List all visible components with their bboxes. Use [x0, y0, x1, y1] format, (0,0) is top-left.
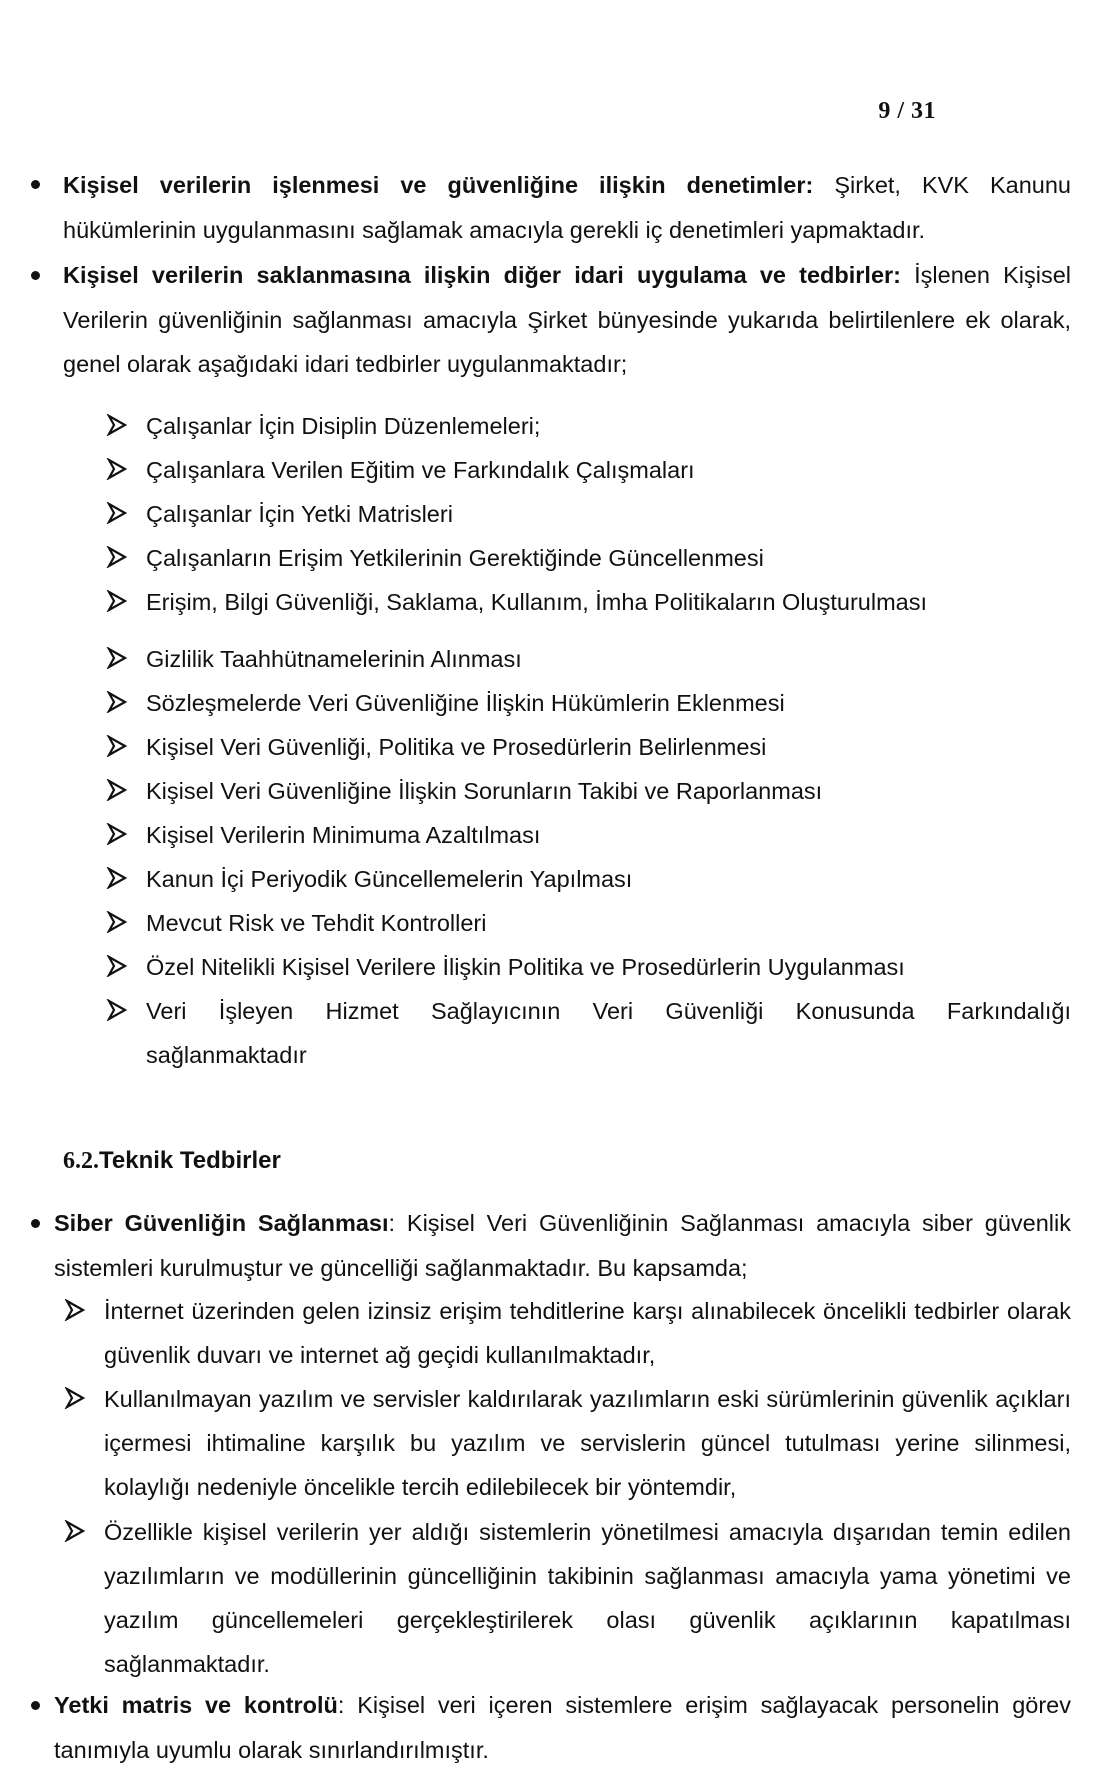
arrow-bullet-icon	[106, 414, 130, 438]
measure-item: Çalışanlara Verilen Eğitim ve Farkındalık Çalışmaları	[146, 457, 695, 483]
bullet-dot	[31, 1219, 40, 1228]
measure-item: Kişisel Verilerin Minimuma Azaltılması	[146, 822, 541, 848]
bullet-paragraph	[63, 253, 1071, 387]
bullet-dot	[31, 180, 40, 189]
arrow-bullet-icon	[106, 647, 130, 671]
arrow-bullet-icon	[106, 779, 130, 803]
section-heading	[63, 1147, 281, 1175]
technical-measure-item: İnternet üzerinden gelen izinsiz erişim tehditlerine karşı alınabilecek öncelikli tedbirler olarak güvenlik duvarı ve internet ağ geçidi kullanılmaktadır,	[104, 1298, 1071, 1368]
measure-item: Erişim, Bilgi Güvenliği, Saklama, Kullanım, İmha Politikaların Oluşturulması	[146, 589, 927, 615]
bullet-title: Kişisel verilerin saklanmasına ilişkin diğer idari uygulama ve tedbirler:	[63, 262, 901, 288]
measure-item: Kanun İçi Periyodik Güncellemelerin Yapılması	[146, 866, 633, 892]
measure-item: Özel Nitelikli Kişisel Verilere İlişkin Politika ve Prosedürlerin Uygulanması	[146, 954, 905, 980]
arrow-bullet-icon	[64, 1387, 88, 1411]
arrow-bullet-icon	[106, 867, 130, 891]
arrow-bullet-icon	[106, 823, 130, 847]
arrow-bullet-icon	[106, 735, 130, 759]
bullet-dot	[31, 1701, 40, 1710]
measure-item: Sözleşmelerde Veri Güvenliğine İlişkin Hükümlerin Eklenmesi	[146, 690, 785, 716]
section-title: Teknik Tedbirler	[99, 1147, 281, 1174]
measure-item: Çalışanlar İçin Yetki Matrisleri	[146, 501, 453, 527]
bullet-dot	[31, 271, 40, 280]
measure-item: Çalışanlar İçin Disiplin Düzenlemeleri;	[146, 413, 541, 439]
bullet-title: Siber Güvenliğin Sağlanması	[54, 1210, 389, 1236]
measure-item: Kişisel Veri Güvenliğine İlişkin Sorunların Takibi ve Raporlanması	[146, 778, 823, 804]
bullet-text: İşlenen Kişisel Verilerin güvenliğinin sağlanması amacıyla Şirket bünyesinde yukarıda belirtilenlere ek olarak, genel olarak aşağıdaki idari tedbirler uygulanmaktadır;	[63, 262, 1071, 377]
technical-measure-item: Özellikle kişisel verilerin yer aldığı sistemlerin yönetilmesi amacıyla dışarıdan temin edilen yazılımların ve modüllerinin güncelliğinin takibinin sağlanması amacıyla yama yönetimi ve yazılım güncellemeleri gerçekleştirilerek olası güvenlik açıklarının kapatılması sağlanmaktadır.	[104, 1519, 1071, 1677]
bullet-text: : Kişisel veri içeren sistemlere erişim sağlayacak personelin görev tanımıyla uyumlu olarak sınırlandırılmıştır.	[54, 1692, 1071, 1763]
arrow-bullet-icon	[106, 502, 130, 526]
bullet-paragraph	[54, 1201, 1071, 1290]
technical-measure-item: Kullanılmayan yazılım ve servisler kaldırılarak yazılımların eski sürümlerinin güvenlik açıkları içermesi ihtimaline karşılık bu yazılım ve servislerin güncel tutulması yerine silinmesi, kolaylığı nedeniyle öncelikle tercih edilebilecek bir yöntemdir,	[104, 1386, 1071, 1500]
arrow-bullet-icon	[64, 1520, 88, 1544]
bullet-paragraph	[63, 163, 1071, 252]
arrow-bullet-icon	[106, 546, 130, 570]
arrow-bullet-icon	[106, 955, 130, 979]
arrow-bullet-icon	[64, 1299, 88, 1323]
arrow-bullet-icon	[106, 999, 130, 1023]
measure-item: Mevcut Risk ve Tehdit Kontrolleri	[146, 910, 487, 936]
measure-item: Kişisel Veri Güvenliği, Politika ve Prosedürlerin Belirlenmesi	[146, 734, 767, 760]
arrow-bullet-icon	[106, 590, 130, 614]
bullet-paragraph	[54, 1683, 1071, 1772]
arrow-bullet-icon	[106, 911, 130, 935]
measure-item: Veri İşleyen Hizmet Sağlayıcının Veri Güvenliği Konusunda Farkındalığı sağlanmaktadır	[146, 998, 1071, 1068]
measure-item: Çalışanların Erişim Yetkilerinin Gerektiğinde Güncellenmesi	[146, 545, 764, 571]
bullet-title: Yetki matris ve kontrolü	[54, 1692, 338, 1718]
arrow-bullet-icon	[106, 691, 130, 715]
arrow-bullet-icon	[106, 458, 130, 482]
measure-item: Gizlilik Taahhütnamelerinin Alınması	[146, 646, 522, 672]
section-number: 6.2.	[63, 1148, 99, 1174]
bullet-title: Kişisel verilerin işlenmesi ve güvenliğine ilişkin denetimler:	[63, 172, 814, 198]
bullet-text: Şirket, KVK Kanunu hükümlerinin uygulanmasını sağlamak amacıyla gerekli iç denetimleri yapmaktadır.	[63, 172, 1071, 243]
bullet-text: : Kişisel Veri Güvenliğinin Sağlanması amacıyla siber güvenlik sistemleri kurulmuştur ve güncelliği sağlanmaktadır. Bu kapsamda;	[54, 1210, 1071, 1281]
page-number: 9 / 31	[878, 98, 936, 124]
